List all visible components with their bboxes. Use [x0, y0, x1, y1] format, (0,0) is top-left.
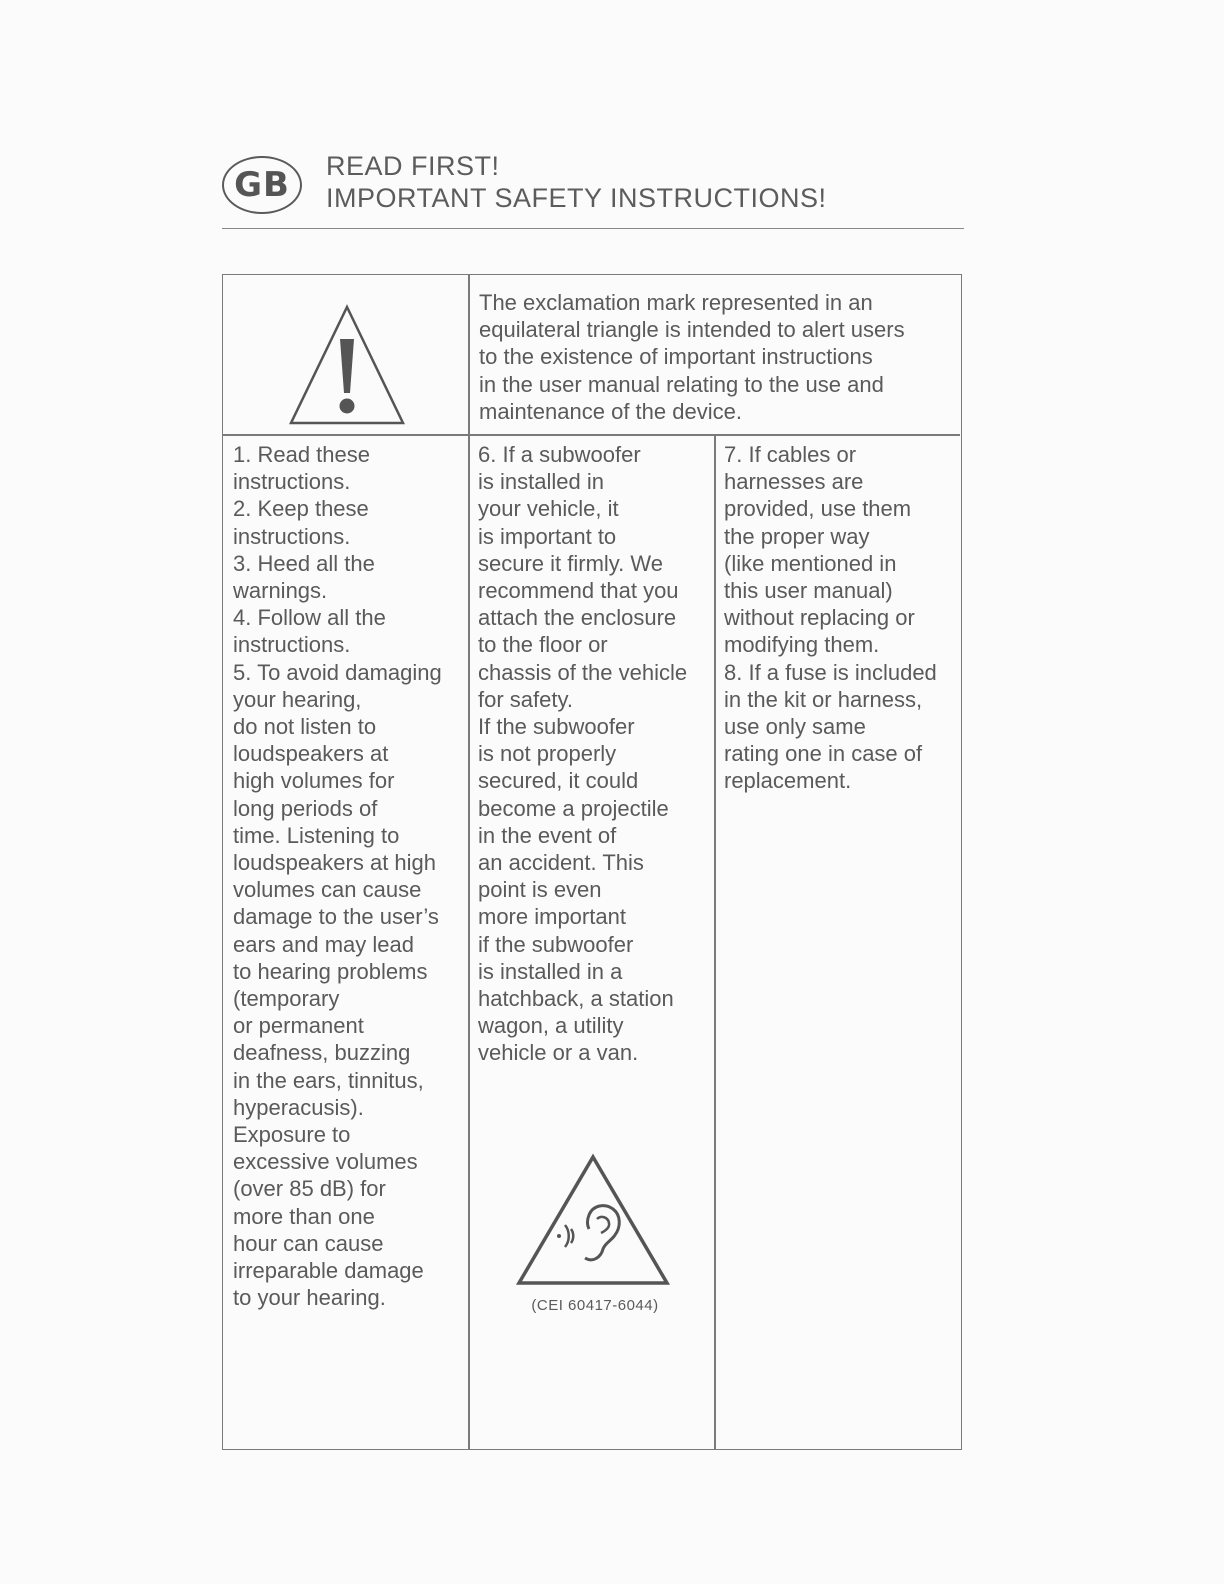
title-line-1: READ FIRST! — [326, 151, 500, 181]
page-title — [326, 150, 827, 214]
language-badge: GB — [222, 156, 302, 214]
safety-instructions-table — [222, 274, 962, 1450]
header-divider — [222, 228, 964, 229]
table-divider-v2 — [714, 435, 716, 1449]
warning-description: The exclamation mark represented in an equilateral triangle is intended to alert users to the existence of important instructions in the user manual relating to the use and maintenance of the device. — [479, 290, 905, 424]
table-divider-h1 — [223, 434, 960, 436]
instructions-column-2: 6. If a subwoofer is installed in your vehicle, it is important to secure it firmly. We recommend that you attach the enclosure to the floor or chassis of the vehicle for safety. If the subwoofer is not properly secured, it could become a projectile in the event of an accident. This point is even more important if the subwoofer is installed in a hatchback, a station wagon, a utility vehicle or a van. — [478, 442, 688, 1066]
exclamation-triangle-icon — [287, 303, 407, 432]
title-line-2: IMPORTANT SAFETY INSTRUCTIONS! — [326, 183, 827, 213]
page-header — [222, 150, 964, 230]
instructions-column-3: 7. If cables or harnesses are provided, use them the proper way (like mentioned in this user manual) without replacing or modifying them. 8. If a fuse is included in the kit or harness, use only same rating one in case of replacement. — [724, 442, 937, 794]
ear-hearing-warning-icon — [515, 1153, 671, 1292]
hearing-icon-caption: (CEI 60417-6044) — [531, 1297, 659, 1314]
table-divider-v1 — [468, 275, 470, 1449]
instructions-column-1: 1. Read these instructions. 2. Keep these instructions. 3. Heed all the warnings. 4. Follow all the instructions. 5. To avoid damaging your hearing, do not listen to loudspeakers at high volumes for long periods of time. Listening to loudspeakers at high volumes can cause damage to the user’s ears and may lead to hearing problems (temporary or permanent deafness, buzzing in the ears, tinnitus, hyperacusis). Exposure to excessive volumes (over 85 dB) for more than one hour can cause irreparable damage to your hearing. — [233, 442, 442, 1311]
